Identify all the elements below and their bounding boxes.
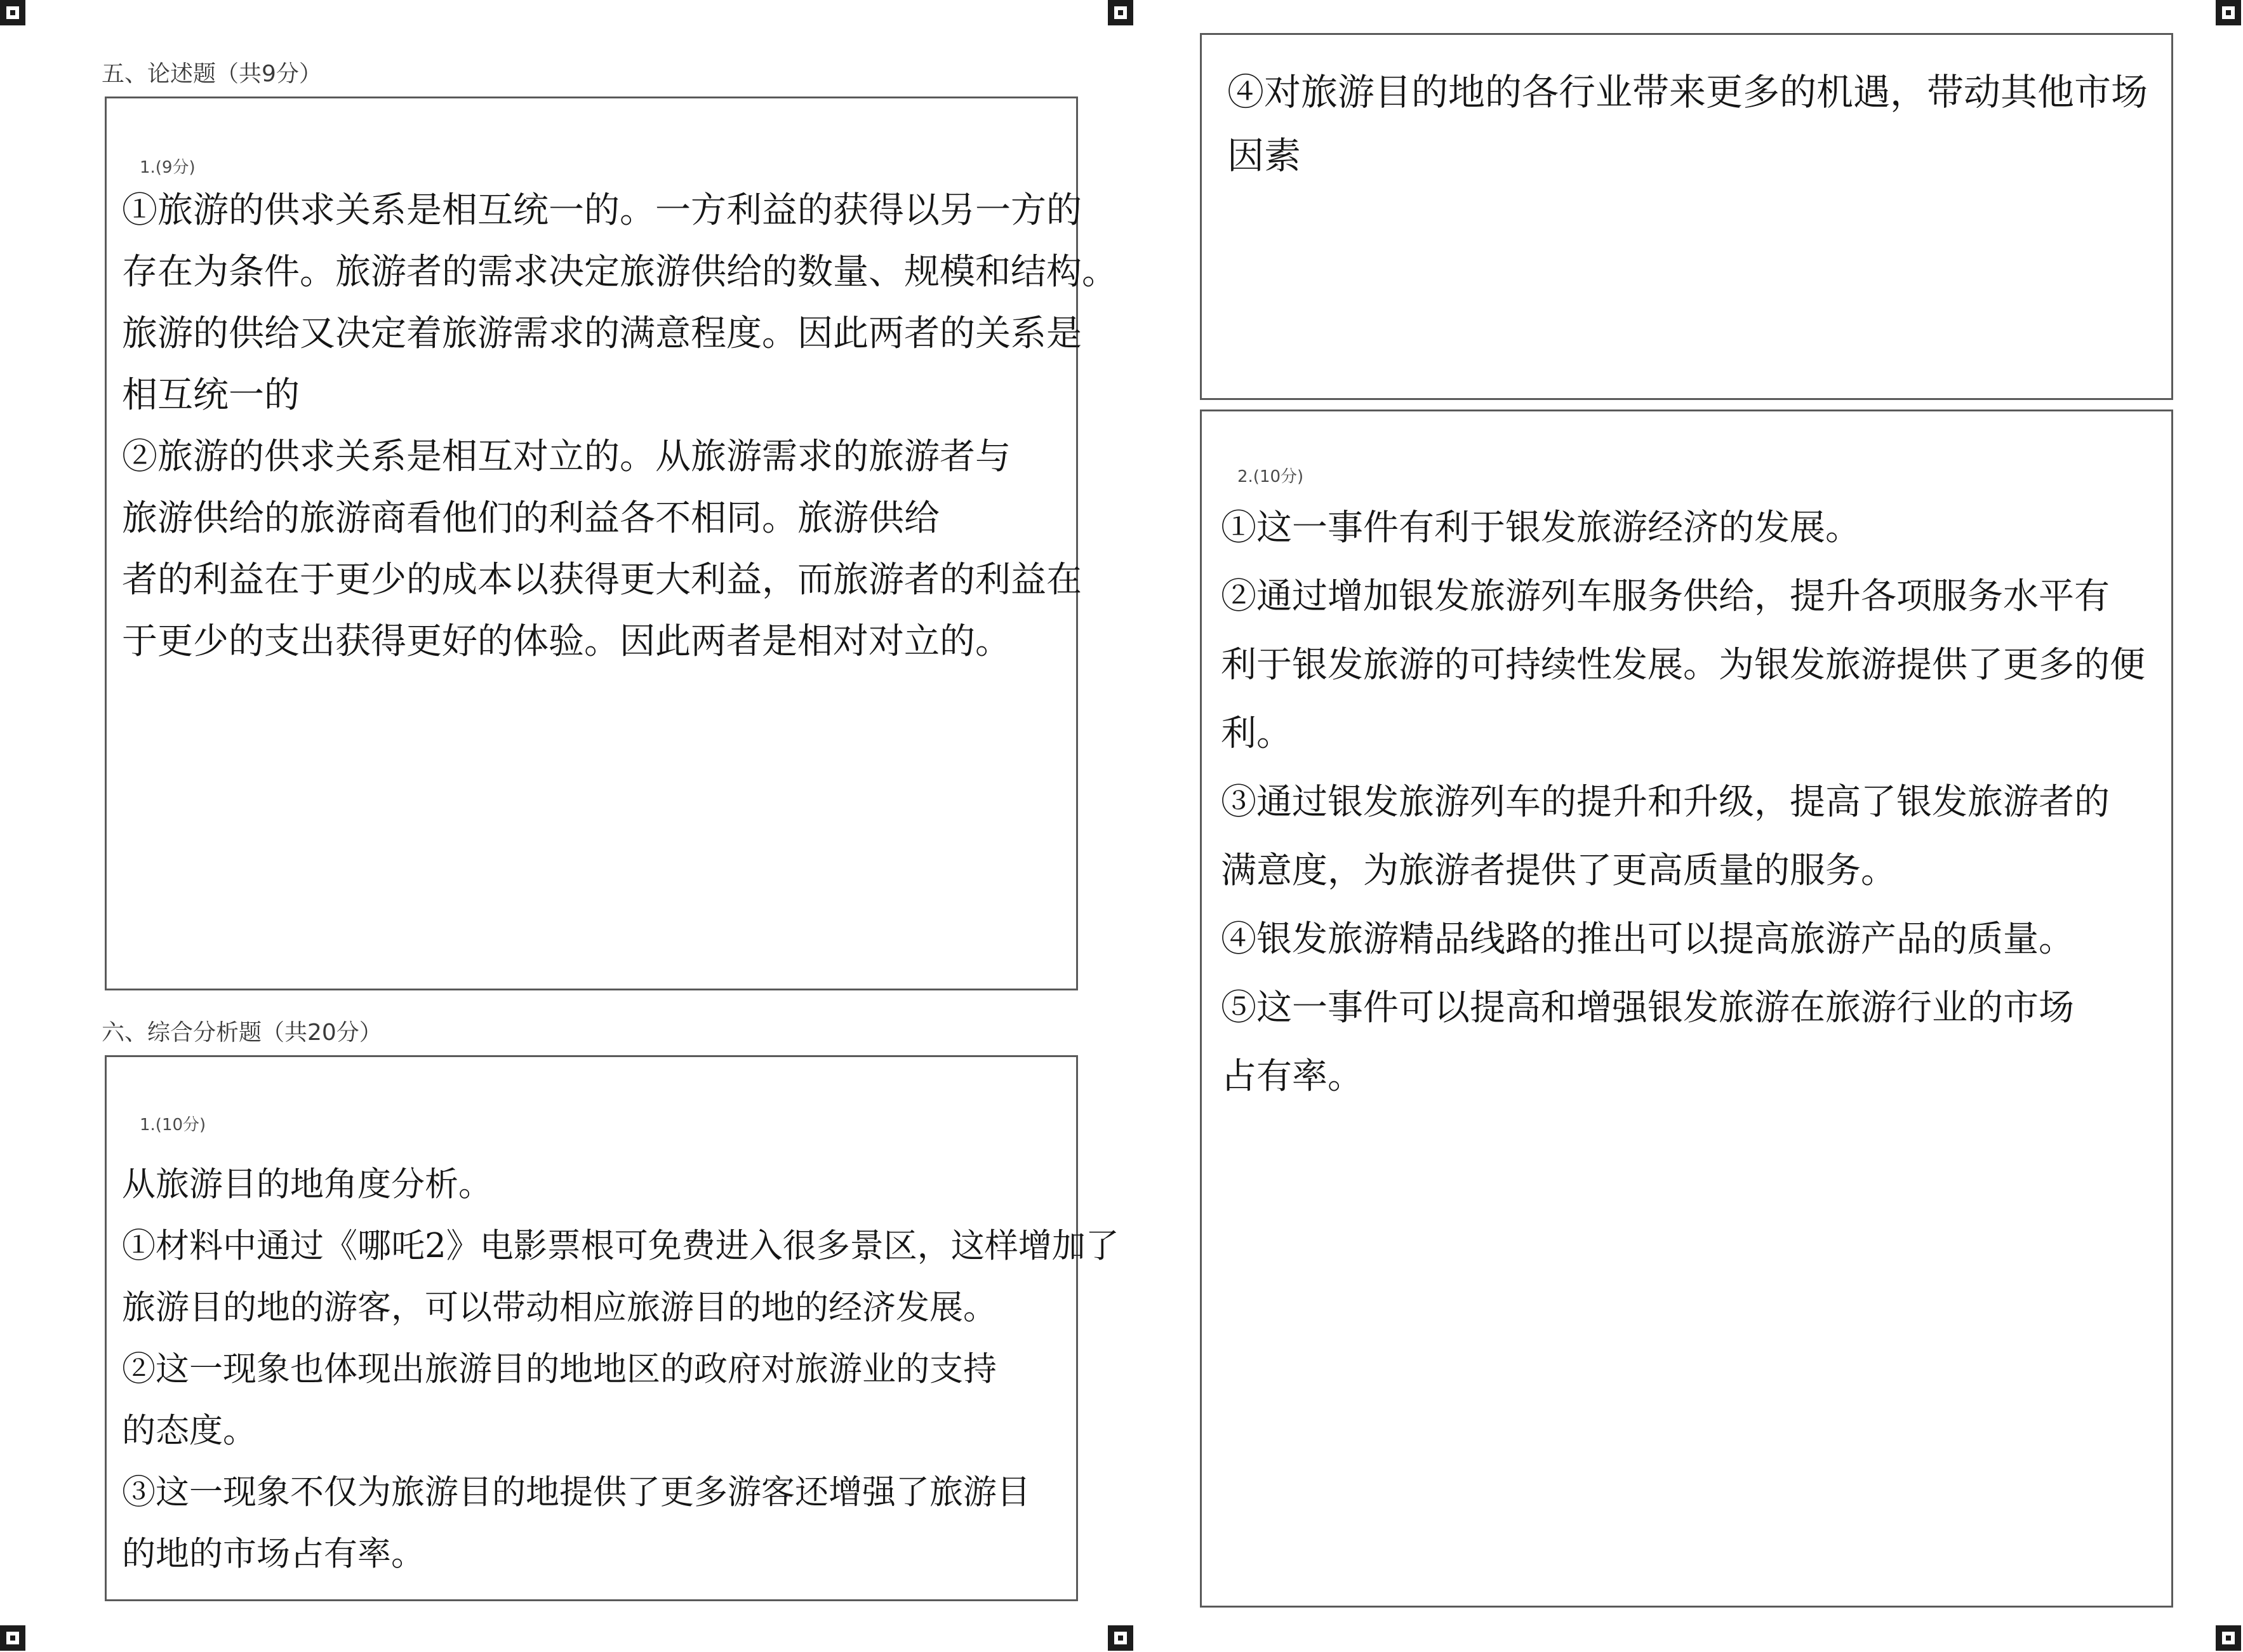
answer-line: ①材料中通过《哪吒2》电影票根可免费进入很多景区，这样增加了 (122, 1227, 1119, 1265)
answer-line: 旅游目的地的游客，可以带动相应旅游目的地的经济发展。 (122, 1288, 997, 1327)
registration-marker-bottom-center (1108, 1625, 1133, 1651)
answer-line: ②旅游的供求关系是相互对立的。从旅游需求的旅游者与 (122, 436, 1011, 477)
answer-line: 从旅游目的地角度分析。 (122, 1165, 492, 1204)
section6-answer-text (122, 1154, 1119, 1585)
answer-line: 旅游供给的旅游商看他们的利益各不相同。旅游供给 (122, 498, 940, 539)
answer-line: 的地的市场占有率。 (122, 1535, 425, 1573)
answer-line: 满意度，为旅游者提供了更高质量的服务。 (1221, 850, 1896, 891)
registration-marker-bottom-left (0, 1625, 25, 1651)
answer-line: ③这一现象不仅为旅游目的地提供了更多游客还增强了旅游目 (122, 1473, 1030, 1512)
answer-line: ①旅游的供求关系是相互统一的。一方利益的获得以另一方的 (122, 190, 1082, 231)
answer-line: ③通过银发旅游列车的提升和升级，提高了银发旅游者的 (1221, 782, 2110, 823)
answer-line: ④银发旅游精品线路的推出可以提高旅游产品的质量。 (1221, 919, 2074, 960)
answer-line: 因素 (1227, 134, 1301, 177)
section6-title: 六、综合分析题（共20分） (102, 1020, 382, 1046)
section5-answer-box (105, 97, 1117, 990)
answer-line: ④对旅游目的地的各行业带来更多的机遇，带动其他市场 (1227, 70, 2148, 114)
section5-title: 五、论述题（共9分） (102, 61, 322, 87)
answer-line: ②这一现象也体现出旅游目的地地区的政府对旅游业的支持 (122, 1350, 997, 1389)
registration-marker-bottom-right (2216, 1625, 2241, 1651)
question2-question-label: 2.(10分) (1237, 467, 1304, 486)
registration-marker-top-right (2216, 0, 2241, 25)
section5-answer-text (122, 180, 1117, 672)
answer-line: ⑤这一事件可以提高和增强银发旅游在旅游行业的市场 (1221, 987, 2074, 1029)
answer-line: 相互统一的 (122, 375, 300, 416)
registration-marker-top-left (0, 0, 25, 25)
answer-line: 的态度。 (122, 1411, 256, 1450)
answer-line: 存在为条件。旅游者的需求决定旅游供给的数量、规模和结构。 (122, 251, 1117, 293)
answer-line: 利于银发旅游的可持续性发展。为银发旅游提供了更多的便 (1221, 644, 2145, 686)
answer-line: ①这一事件有利于银发旅游经济的发展。 (1221, 507, 1861, 549)
answer-line: 旅游的供给又决定着旅游需求的满意程度。因此两者的关系是 (122, 313, 1082, 354)
continuation-answer-box (1200, 33, 2173, 400)
answer-line: 利。 (1221, 713, 1292, 754)
answer-line: 于更少的支出获得更好的体验。因此两者是相对对立的。 (122, 621, 1011, 662)
section6-question-label: 1.(10分) (140, 1116, 206, 1135)
answer-line: 者的利益在于更少的成本以获得更大利益，而旅游者的利益在 (122, 559, 1082, 601)
continuation-answer-text (1227, 60, 2148, 187)
question2-answer-text (1221, 494, 2145, 1111)
section5-question-label: 1.(9分) (140, 158, 196, 177)
answer-line: ②通过增加银发旅游列车服务供给，提升各项服务水平有 (1221, 576, 2110, 617)
answer-line: 占有率。 (1221, 1056, 1363, 1097)
section6-answer-box (105, 1055, 1119, 1601)
registration-marker-top-center (1108, 0, 1133, 25)
question2-answer-box (1200, 410, 2173, 1608)
